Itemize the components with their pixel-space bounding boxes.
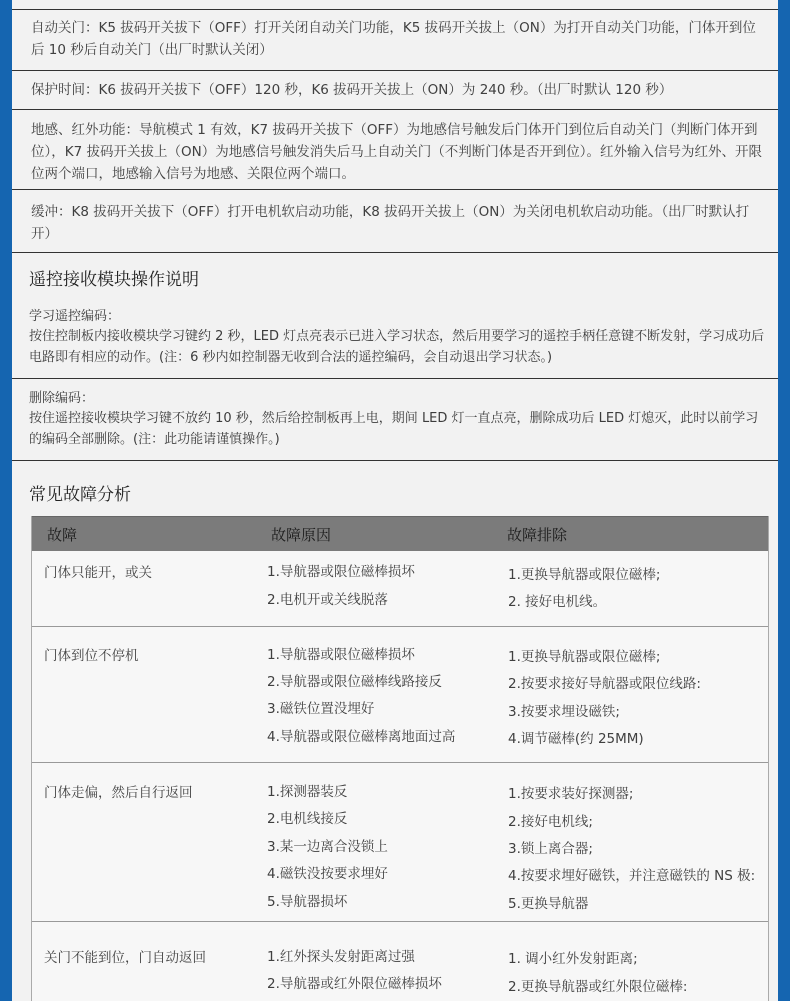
fault-table [31,516,769,1001]
cause-item: 1.导航器或限位磁棒损坏 [267,647,415,663]
divider [12,189,778,190]
delete-code-text: 按住遥控接收模块学习键不放约 10 秒，然后给控制板再上电，期间 LED 灯一直点亮，删除成功后 LED 灯熄灭，此时以前学习的编码全部删除。(注：此功能请谨慎操作。) [29,411,759,447]
fix-item: 2. 接好电机线。 [508,594,607,610]
fault-cell: 门体到位不停机 [44,648,139,664]
setting-ground-infrared: 地感、红外功能：导航模式 1 有效，K7 拔码开关拔下（OFF）为地感信号触发后门体开门到位后自动关门（判断门体开到位），K7 拔码开关拔上（ON）为地感信号触发消失后马上自动关门（不判断门体是否开到位）。红外输入信号为红外、开限位两个端口，地感输入信号为地感、关限位两个端口。 [31,122,762,182]
cause-item: 2.导航器或红外限位磁棒损坏 [267,976,442,992]
fault-table-header [32,516,768,551]
divider [12,252,778,253]
divider [12,460,778,461]
faults-section-title: 常见故障分析 [29,485,131,505]
cause-item: 4.磁铁没按要求埋好 [267,866,388,882]
row-divider [32,626,768,627]
delete-code-title: 删除编码： [29,391,95,406]
divider [12,378,778,379]
cause-item: 3.某一边离合没锁上 [267,839,388,855]
cause-item: 1.导航器或限位磁棒损坏 [267,564,415,580]
header-fault: 故障 [47,526,78,544]
cause-item: 1.探测器装反 [267,784,348,800]
fix-item: 4.按要求埋好磁铁，并注意磁铁的 NS 极: [508,868,756,884]
fix-item: 5.更换导航器 [508,896,589,912]
cause-item: 2.电机线接反 [267,811,348,827]
fix-item: 1.更换导航器或限位磁棒; [508,649,661,665]
divider [12,70,778,71]
fault-cell: 关门不能到位，门自动返回 [44,950,206,966]
fault-cell: 门体只能开，或关 [44,565,152,581]
fix-item: 2.按要求接好导航器或限位线路: [508,676,701,692]
header-fix: 故障排除 [507,526,568,544]
fix-item: 3.锁上离合器; [508,841,593,857]
cause-item: 2.导航器或限位磁棒线路接反 [267,674,442,690]
fix-item: 2.更换导航器或红外限位磁棒: [508,979,688,995]
cause-item: 2.电机开或关线脱落 [267,592,388,608]
cause-item: 5.导航器损坏 [267,894,348,910]
learn-code-text: 按住控制板内接收模块学习键约 2 秒，LED 灯点亮表示已进入学习状态，然后用要学习的遥控手柄任意键不断发射，学习成功后电路即有相应的动作。(注：6 秒内如控制器无收到合法的遥控编码，会自动退出学习状态。) [29,329,765,365]
divider [12,9,778,10]
row-divider [32,921,768,922]
fix-item: 3.按要求埋设磁铁; [508,704,620,720]
setting-buffer: 缓冲：K8 拔码开关拔下（OFF）打开电机软启动功能，K8 拔码开关拔上（ON）为关闭电机软启动功能。（出厂时默认打开） [31,204,750,242]
fix-item: 1. 调小红外发射距离; [508,951,638,967]
divider [12,109,778,110]
cause-item: 3.磁铁位置没埋好 [267,701,375,717]
fix-item: 4.调节磁棒(约 25MM) [508,731,644,747]
setting-protect-time: 保护时间：K6 拔码开关拔下（OFF）120 秒，K6 拔码开关拔上（ON）为 240 秒。（出厂时默认 120 秒） [31,82,673,98]
fault-cell: 门体走偏，然后自行返回 [44,785,193,801]
fix-item: 1.按要求装好探测器; [508,786,634,802]
document-panel [12,0,778,1001]
header-cause: 故障原因 [271,526,332,544]
row-divider [32,762,768,763]
setting-auto-close: 自动关门：K5 拔码开关拔下（OFF）打开关闭自动关门功能，K5 拔码开关拔上（ON）为打开自动关门功能，门体开到位后 10 秒后自动关门（出厂时默认关闭） [31,20,756,58]
fix-item: 1.更换导航器或限位磁棒; [508,567,661,583]
remote-section-title: 遥控接收模块操作说明 [29,270,199,290]
cause-item: 1.红外探头发射距离过强 [267,949,415,965]
fix-item: 2.接好电机线; [508,814,593,830]
cause-item: 4.导航器或限位磁棒离地面过高 [267,729,456,745]
learn-code-title: 学习遥控编码： [29,309,121,324]
